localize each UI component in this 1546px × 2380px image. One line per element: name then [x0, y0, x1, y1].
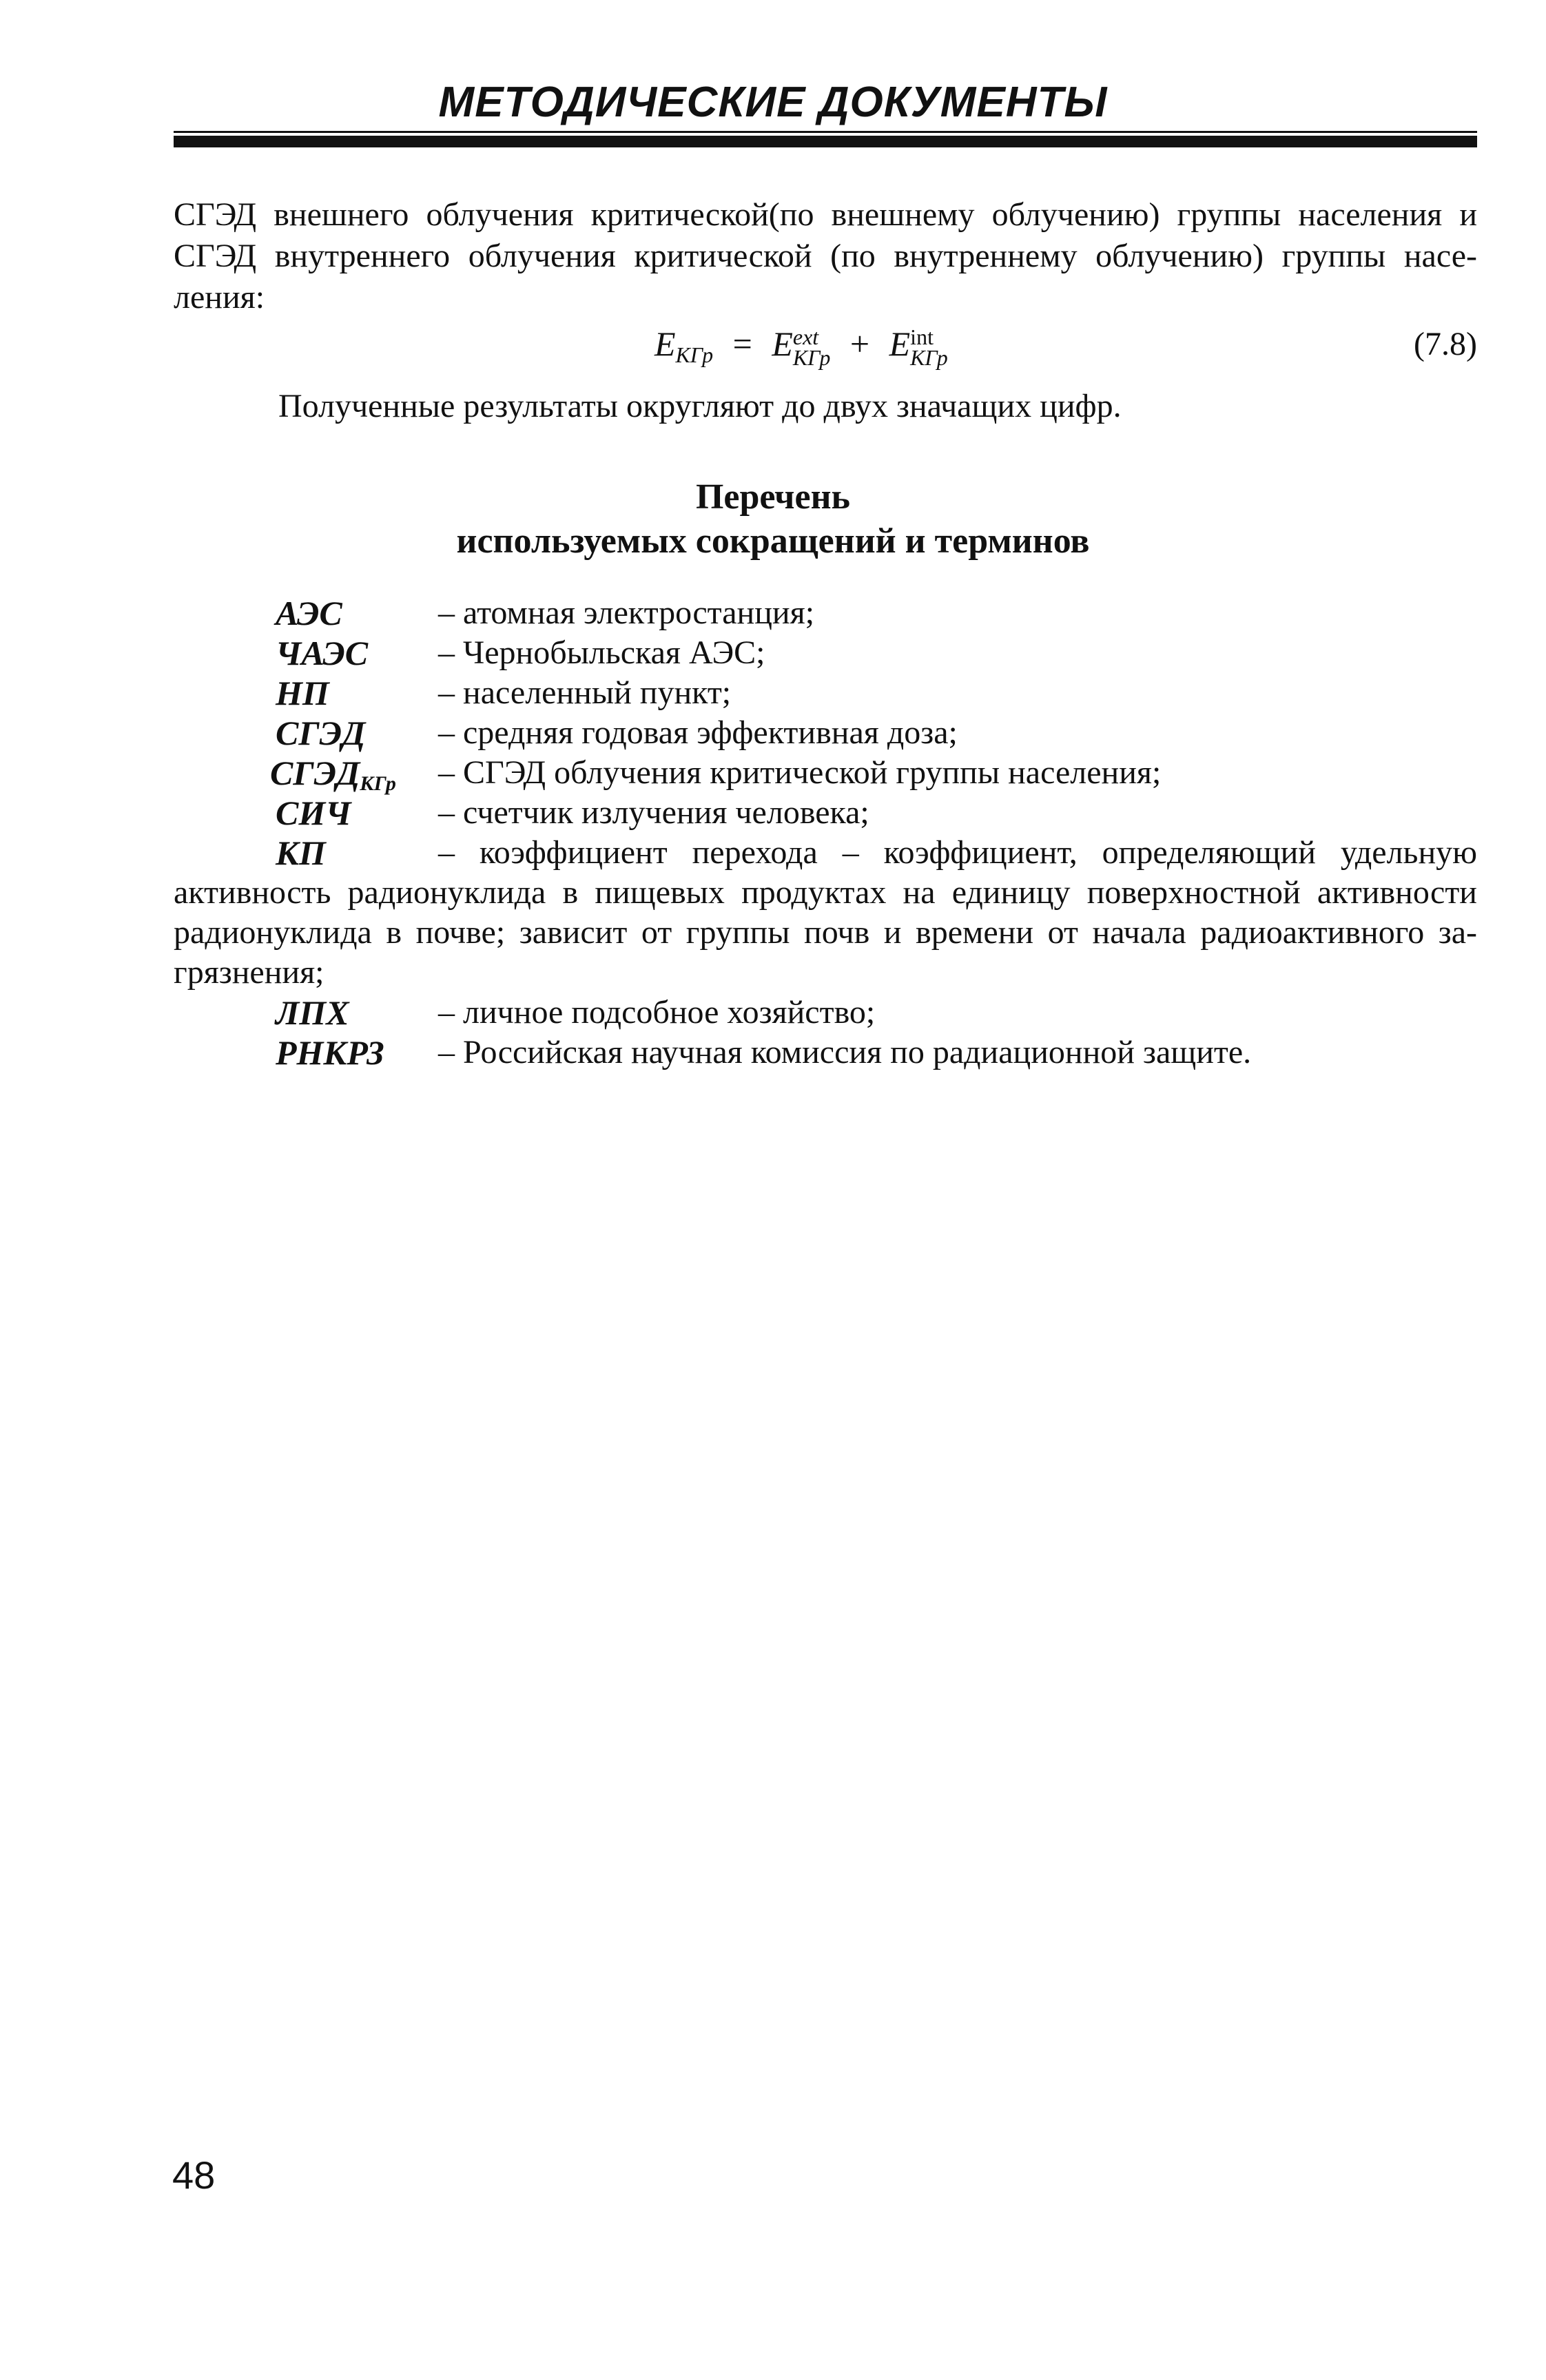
- header-rule-thick: [174, 136, 1477, 147]
- formula-term1: E: [772, 324, 793, 363]
- abbr-term: КП: [276, 834, 326, 872]
- header-rule-thin: [174, 131, 1477, 133]
- abbr-definition: – счетчик излучения человека;: [438, 794, 869, 831]
- page-number: 48: [172, 2153, 216, 2197]
- intro-line-3: ления:: [174, 279, 265, 315]
- abbr-term: АЭС: [276, 594, 342, 632]
- formula-term1-sub: КГр: [792, 345, 831, 370]
- abbr-term: ЧАЭС: [276, 634, 369, 672]
- abbr-term: ЛПХ: [276, 993, 349, 1032]
- formula-term1-sup: ext: [792, 324, 819, 349]
- section-title-line-1: Перечень: [695, 477, 851, 517]
- abbr-term-sub: КГр: [360, 772, 396, 795]
- abbr-definition: – атомная электростанция;: [438, 594, 815, 631]
- formula-term2-sub: КГр: [910, 345, 948, 370]
- intro-line-1: СГЭД внешнего облучения критической(по внешнему облучению) группы населения и: [174, 196, 1477, 233]
- intro-line-2: СГЭД внутреннего облучения критической (по внутреннему облучению) группы насе-: [174, 238, 1477, 274]
- abbr-definition: – Чернобыльская АЭС;: [438, 634, 765, 671]
- equation-number: (7.8): [1414, 326, 1477, 362]
- kp-continuation-line-2: радионуклида в почве; зависит от группы почв и времени от начала радиоактивного за-: [174, 914, 1477, 951]
- abbr-definition: – средняя годовая эффективная доза;: [438, 714, 958, 751]
- formula-plus: +: [849, 324, 870, 363]
- running-header: МЕТОДИЧЕСКИЕ ДОКУМЕНТЫ: [438, 79, 1108, 126]
- formula-term2: E: [889, 324, 911, 363]
- rounding-note: Полученные результаты округляют до двух значащих цифр.: [278, 388, 1122, 424]
- abbr-term: СГЭД: [276, 714, 366, 752]
- abbr-definition: – личное подсобное хозяйство;: [438, 994, 876, 1031]
- abbr-term: СИЧ: [276, 794, 351, 832]
- abbr-definition: – населенный пункт;: [438, 674, 732, 711]
- formula-lhs: E: [655, 324, 676, 363]
- abbr-definition: – коэффициент перехода – коэффициент, определяющий удельную: [438, 834, 1477, 871]
- formula-term1-indices: [792, 324, 831, 370]
- formula-term2-sup: int: [910, 324, 934, 349]
- abbr-term: РНКРЗ: [276, 1033, 384, 1072]
- formula-term2-indices: [910, 324, 948, 370]
- abbr-term: СГЭД: [270, 754, 360, 792]
- abbr-definition: – СГЭД облучения критической группы населения;: [438, 754, 1162, 791]
- equation-7-8: [655, 324, 948, 368]
- formula-equals: =: [732, 324, 752, 363]
- abbr-term: НП: [276, 674, 329, 712]
- kp-continuation-line-3: грязнения;: [174, 954, 324, 991]
- section-title-line-2: используемых сокращений и терминов: [456, 521, 1090, 561]
- formula-lhs-sub: КГр: [675, 342, 714, 367]
- kp-continuation-line-1: активность радионуклида в пищевых продуктах на единицу поверхностной активности: [174, 874, 1477, 911]
- abbr-definition: – Российская научная комиссия по радиационной защите.: [438, 1034, 1252, 1070]
